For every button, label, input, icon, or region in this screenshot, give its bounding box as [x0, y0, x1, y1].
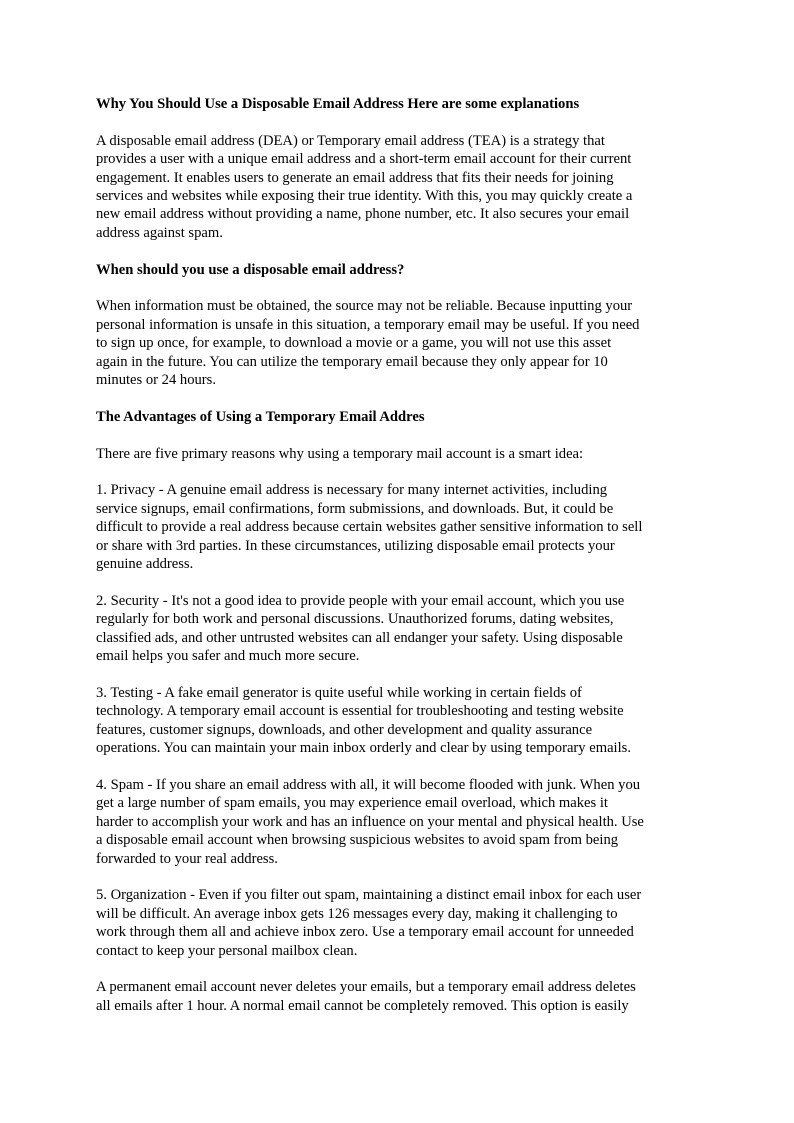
text-line: 5. Organization - Even if you filter out spam, maintaining a distinct email inbox for each user	[96, 887, 642, 904]
when-paragraph	[96, 297, 702, 389]
text-line: to sign up once, for example, to download a movie or a game, you will not use this asset	[96, 335, 612, 352]
text-line: When information must be obtained, the source may not be reliable. Because inputting your	[96, 298, 633, 315]
text-line: harder to accomplish your work and has an influence on your mental and physical health. Use	[96, 813, 644, 830]
text-line: A permanent email account never deletes your emails, but a temporary email address deletes	[96, 979, 636, 996]
privacy-paragraph	[96, 481, 702, 573]
text-line: services and websites while exposing their true identity. With this, you may quickly create a	[96, 188, 633, 205]
text-line: provides a user with a unique email address and a short-term email account for their current	[96, 151, 632, 168]
text-line: 2. Security - It's not a good idea to provide people with your email account, which you use	[96, 592, 625, 609]
text-line: or share with 3rd parties. In these circumstances, utilizing disposable email protects your	[96, 537, 615, 554]
text-line: features, customer signups, downloads, and other development and quality assurance	[96, 721, 593, 738]
text-line: email helps you safer and much more secure.	[96, 648, 360, 665]
text-line: 1. Privacy - A genuine email address is necessary for many internet activities, including	[96, 482, 608, 499]
text-line: genuine address.	[96, 556, 194, 573]
text-line: 3. Testing - A fake email generator is quite useful while working in certain fields of	[96, 684, 582, 701]
text-line: minutes or 24 hours.	[96, 372, 216, 389]
text-line: operations. You can maintain your main inbox orderly and clear by using temporary emails.	[96, 740, 631, 757]
text-line: forwarded to your real address.	[96, 850, 278, 867]
text-line: service signups, email confirmations, form submissions, and downloads. But, it could be	[96, 500, 614, 517]
advantages-heading: The Advantages of Using a Temporary Email Addres	[96, 408, 425, 425]
text-line: regularly for both work and personal discussions. Unauthorized forums, dating websites,	[96, 611, 614, 628]
text-line: difficult to provide a real address because certain websites gather sensitive information to sell	[96, 519, 643, 536]
advantages-intro	[96, 445, 702, 463]
text-line: technology. A temporary email account is essential for troubleshooting and testing website	[96, 703, 624, 720]
text-line: a disposable email account when browsing suspicious websites to avoid spam from being	[96, 832, 619, 849]
document-body	[96, 95, 702, 1034]
text-line: get a large number of spam emails, you may experience email overload, which makes it	[96, 795, 608, 812]
text-line: work through them all and achieve inbox zero. Use a temporary email account for unneeded	[96, 924, 634, 941]
closing-paragraph	[96, 978, 702, 1015]
text-line: address against spam.	[96, 224, 223, 241]
intro-paragraph	[96, 132, 702, 242]
text-line: personal information is unsafe in this situation, a temporary email may be useful. If you need	[96, 316, 640, 333]
text-line: will be difficult. An average inbox gets 126 messages every day, making it challenging to	[96, 905, 618, 922]
text-line: A disposable email address (DEA) or Temporary email address (TEA) is a strategy that	[96, 132, 605, 149]
text-line: again in the future. You can utilize the temporary email because they only appear for 10	[96, 353, 608, 370]
organization-paragraph	[96, 886, 702, 960]
text-line: 4. Spam - If you share an email address with all, it will become flooded with junk. When you	[96, 776, 641, 793]
text-line: engagement. It enables users to generate an email address that fits their needs for joining	[96, 169, 614, 186]
text-line: There are five primary reasons why using a temporary mail account is a smart idea:	[96, 445, 584, 462]
when-heading: When should you use a disposable email address?	[96, 261, 405, 278]
security-paragraph	[96, 592, 702, 666]
document-title: Why You Should Use a Disposable Email Address Here are some explanations	[96, 96, 580, 112]
text-line: contact to keep your personal mailbox clean.	[96, 942, 358, 959]
spam-paragraph	[96, 776, 702, 868]
text-line: new email address without providing a name, phone number, etc. It also secures your email	[96, 206, 630, 223]
text-line: all emails after 1 hour. A normal email cannot be completely removed. This option is easily	[96, 997, 629, 1014]
text-line: classified ads, and other untrusted websites can all endanger your safety. Using disposable	[96, 629, 623, 646]
testing-paragraph	[96, 684, 702, 758]
